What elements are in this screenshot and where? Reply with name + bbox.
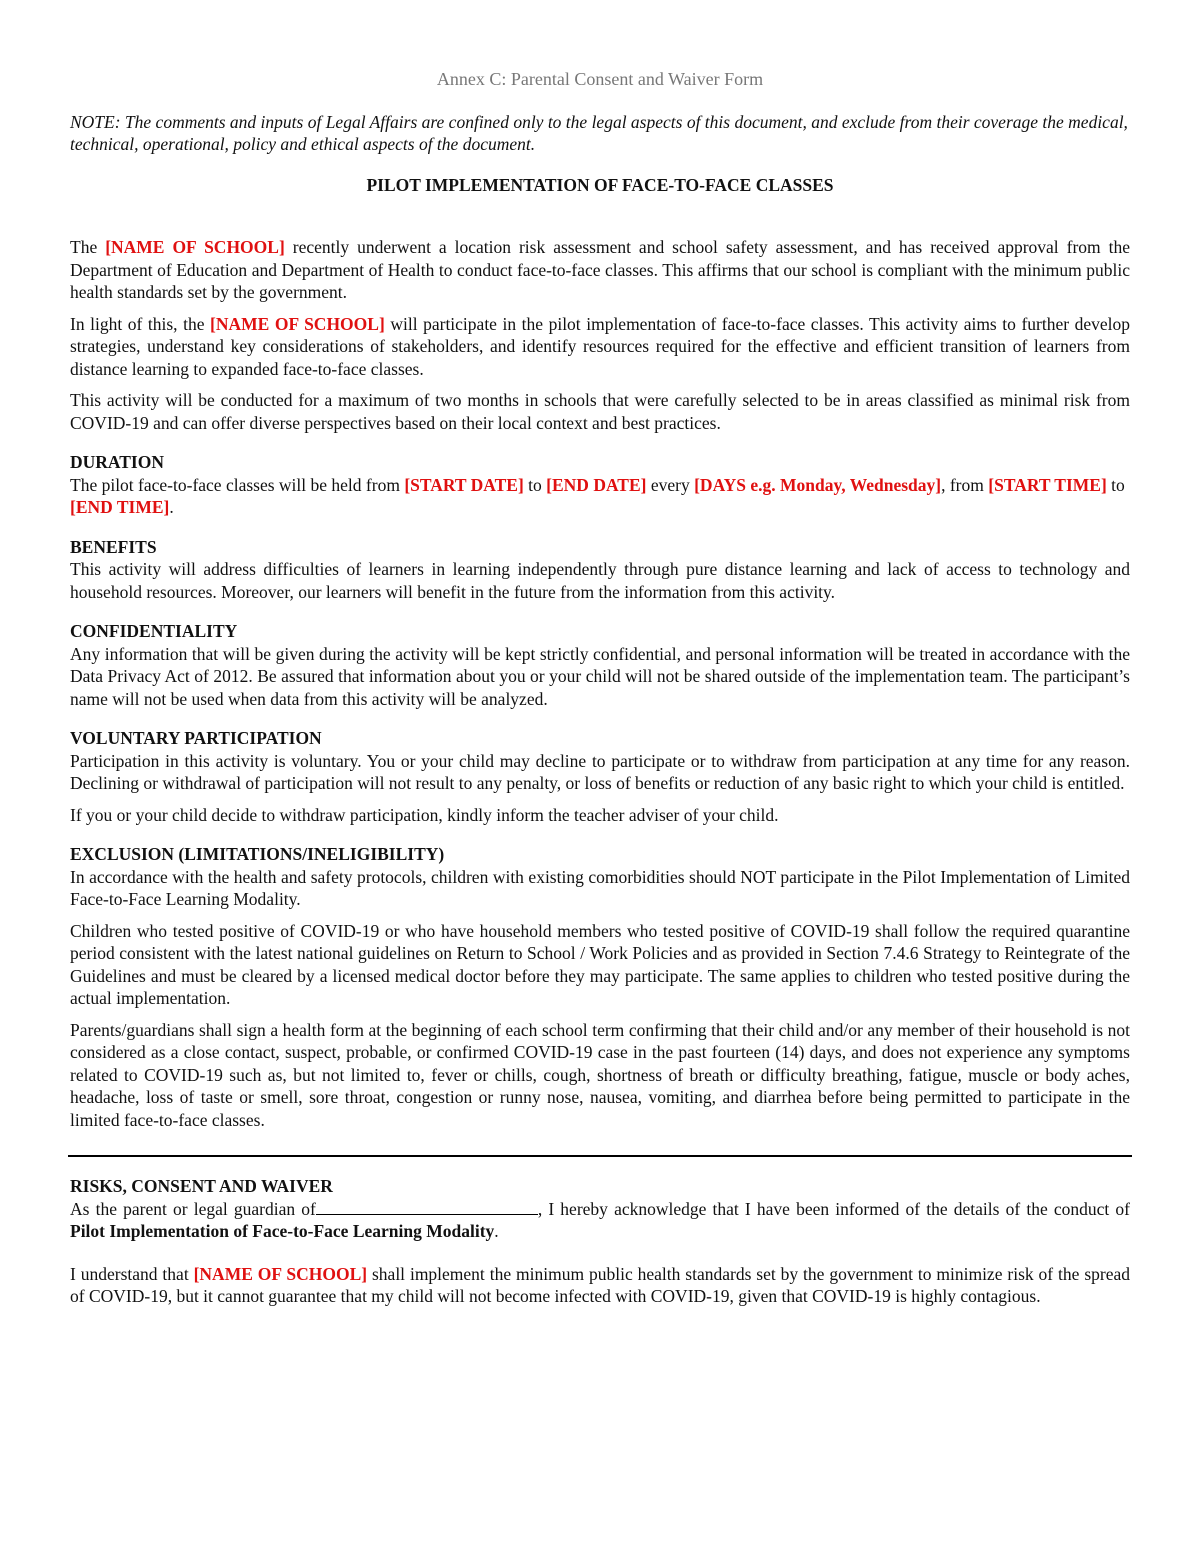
intro-paragraph-1: The [NAME OF SCHOOL] recently underwent a location risk assessment and school safety assessment, and has received approval from the Department of Education and Department of Health to conduct face-to-face classes. This affirms that our school is compliant with the minimum public health standards set by the government. — [70, 237, 1130, 302]
annex-title: Annex C: Parental Consent and Waiver Form — [436, 69, 764, 89]
consent-paragraph-2: I understand that [NAME OF SCHOOL] shall implement the minimum public health standards set by the government to minimize risk of the spread of COVID-19, but it cannot guarantee that my child will not become infected with COVID-19, given that COVID-19 is highly contagious. — [70, 1263, 1130, 1306]
school-name-placeholder: [NAME OF SCHOOL] — [210, 313, 385, 334]
document-page — [70, 68, 1130, 1317]
intro-paragraph-2: In light of this, the [NAME OF SCHOOL] will participate in the pilot implementation of face-to-face classes. This activity aims to further develop strategies, understand key considerations of stakeholders, and identify resources required for the effective and efficient transition of learners from distance learning to expanded face-to-face classes. — [70, 313, 1131, 379]
start-time-placeholder: [START TIME] — [988, 474, 1107, 495]
confidentiality-body: Any information that will be given during the activity will be kept strictly confidential, and personal information will be treated in accordance with the Data Privacy Act of 2012. Be assured that information about you or your child will not be shared outside of the implementation team. The participant’s name will not be used when data from this activity will be analyzed. — [70, 643, 1130, 709]
start-date-placeholder: [START DATE] — [404, 474, 524, 495]
end-time-placeholder: [END TIME] — [70, 497, 170, 517]
duration-body: The pilot face-to-face classes will be held from [START DATE] to [END DATE] every [DAYS e.g. Monday, Wednesday], from [START TIME] to [END TIME]. — [70, 474, 1125, 517]
section-divider — [68, 1155, 1132, 1157]
benefits-heading: BENEFITS — [70, 536, 157, 557]
intro-paragraph-3: This activity will be conducted for a maximum of two months in schools that were carefully selected to be in areas classified as minimal risk from COVID-19 and can offer diverse perspectives based on their local context and best practices. — [70, 390, 1130, 433]
voluntary-heading: VOLUNTARY PARTICIPATION — [70, 728, 322, 748]
voluntary-body-1: Participation in this activity is voluntary. You or your child may decline to participate or to withdraw from participation at any time for any reason. Declining or withdrawal of participation will not result to any penalty, or loss of benefits or reduction of any basic right to which your child is entitled. — [70, 750, 1130, 793]
days-placeholder: [DAYS e.g. Monday, Wednesday] — [694, 474, 942, 495]
consent-paragraph-1: As the parent or legal guardian of , I hereby acknowledge that I have been informed of the details of the conduct of Pilot Implementation of Face-to-Face Learning Modality. — [70, 1198, 1130, 1241]
confidentiality-heading: CONFIDENTIALITY — [70, 621, 238, 641]
exclusion-body-2: Children who tested positive of COVID-19 or who have household members who tested positive of COVID-19 shall follow the required quarantine period consistent with the latest national guidelines on Return to School / Work Policies and as provided in Section 7.4.6 Strategy to Reintegrate of the Guidelines and must be cleared by a licensed medical doctor before they may participate. The same applies to children who tested positive during the actual implementation. — [70, 920, 1130, 1008]
legal-note: NOTE: The comments and inputs of Legal Affairs are confined only to the legal aspects of this document, and exclude from their coverage the medical, technical, operational, policy and ethical aspects of the document. — [70, 111, 1128, 154]
school-name-placeholder: [NAME OF SCHOOL] — [105, 237, 285, 257]
child-name-blank-field[interactable] — [316, 1198, 538, 1215]
program-name: Pilot Implementation of Face-to-Face Learning Modality — [70, 1221, 495, 1241]
benefits-body: This activity will address difficulties of learners in learning independently through pure distance learning and lack of access to technology and household resources. Moreover, our learners will benefit in the future from the information from this activity. — [70, 559, 1130, 602]
school-name-placeholder: [NAME OF SCHOOL] — [193, 1263, 368, 1284]
document-title: PILOT IMPLEMENTATION OF FACE-TO-FACE CLASSES — [366, 174, 834, 195]
consent-heading: RISKS, CONSENT AND WAIVER — [70, 1176, 333, 1196]
exclusion-body-3: Parents/guardians shall sign a health form at the beginning of each school term confirming that their child and/or any member of their household is not considered as a close contact, suspect, probable, or confirmed COVID-19 case in the past fourteen (14) days, and does not experience any symptoms related to COVID-19 such as, but not limited to, fever or chills, cough, shortness of breath or difficulty breathing, fatigue, muscle or body aches, headache, loss of taste or smell, sore throat, congestion or runny nose, nausea, vomiting, and diarrhea before being permitted to participate in the limited face-to-face classes. — [70, 1019, 1130, 1130]
end-date-placeholder: [END DATE] — [546, 474, 647, 495]
exclusion-heading: EXCLUSION (LIMITATIONS/INELIGIBILITY) — [70, 844, 445, 864]
exclusion-body-1: In accordance with the health and safety protocols, children with existing comorbidities should NOT participate in the Pilot Implementation of Limited Face-to-Face Learning Modality. — [70, 866, 1130, 909]
voluntary-body-2: If you or your child decide to withdraw participation, kindly inform the teacher adviser of your child. — [70, 804, 779, 825]
duration-heading: DURATION — [70, 452, 164, 472]
